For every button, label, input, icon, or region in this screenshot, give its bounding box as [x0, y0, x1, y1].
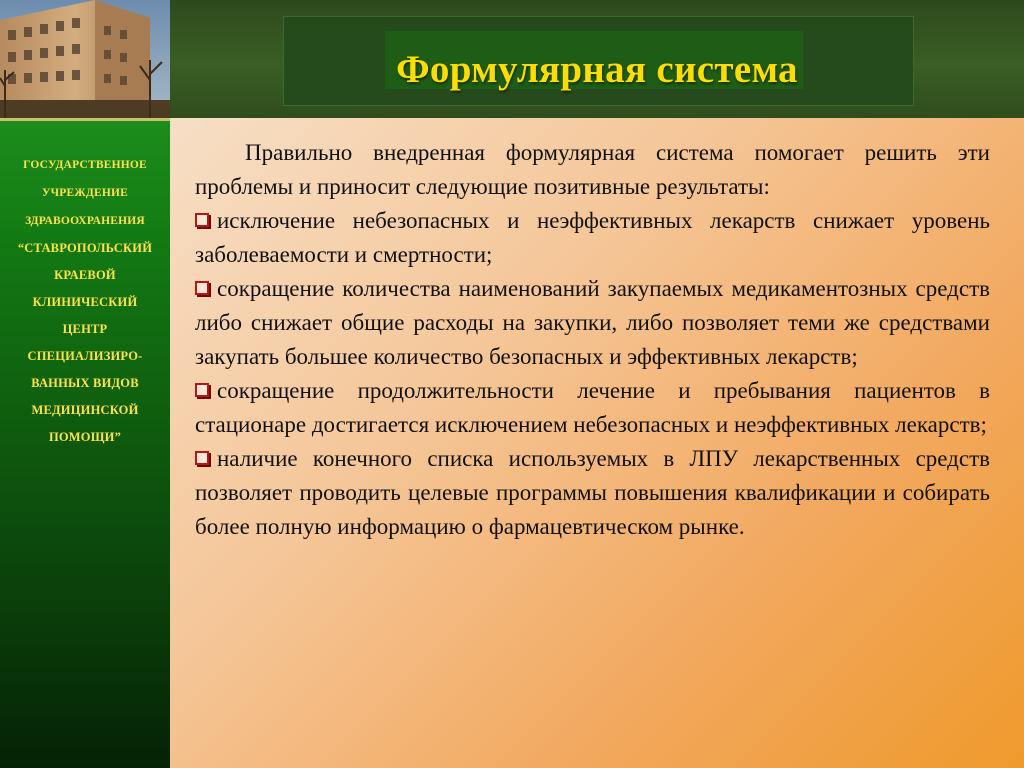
org-line: СПЕЦИАЛИЗИРО-	[27, 349, 143, 363]
list-item-text: сокращение количества наименований закупаемых медикаментозных средств либо снижает общие расходы на закупки, либо позволяет теми же средствами закупать большее количество безопасных и эффективных лекарств;	[195, 276, 990, 369]
list-item-text: наличие конечного списка используемых в ЛПУ лекарственных средств позволяет проводить целевые программы повышения квалификации и собирать более полную информацию о фармацевтическом рынке.	[195, 446, 990, 539]
org-line: МЕДИЦИНСКОЙ	[31, 403, 139, 417]
org-line: УЧРЕЖДЕНИЕ	[41, 187, 129, 199]
checkbox-square-icon	[195, 451, 209, 465]
body-text	[195, 136, 990, 544]
org-line: ВАННЫХ ВИДОВ	[31, 376, 139, 390]
intro-paragraph: Правильно внедренная формулярная система помогает решить эти проблемы и приносит следующие позитивные результаты:	[195, 140, 990, 199]
org-line: ЗДРАВООХРАНЕНИЯ	[25, 215, 145, 227]
organization-name	[0, 151, 170, 451]
checkbox-square-icon	[195, 281, 209, 295]
org-line: “СТАВРОПОЛЬСКИЙ	[17, 241, 153, 255]
checkbox-square-icon	[195, 383, 209, 397]
org-line: КРАЕВОЙ	[54, 268, 116, 282]
list-item-text: сокращение продолжительности лечение и пребывания пациентов в стационаре достигается исключением небезопасных и неэффективных лекарств;	[195, 378, 990, 437]
building-photo	[0, 0, 170, 118]
list-item	[195, 204, 990, 272]
list-item-text: исключение небезопасных и неэффективных лекарств снижает уровень заболеваемости и смертности;	[195, 208, 990, 267]
list-item	[195, 442, 990, 544]
org-line: ГОСУДАРСТВЕННОЕ	[23, 159, 147, 171]
list-item	[195, 374, 990, 442]
org-line: ЦЕНТР	[62, 322, 108, 336]
org-line: КЛИНИЧЕСКИЙ	[32, 295, 138, 309]
page-title: Формулярная система	[396, 48, 798, 91]
list-item	[195, 272, 990, 374]
content-area	[170, 118, 1024, 768]
checkbox-square-icon	[195, 213, 209, 227]
org-line: ПОМОЩИ”	[48, 430, 122, 444]
sidebar	[0, 118, 170, 768]
